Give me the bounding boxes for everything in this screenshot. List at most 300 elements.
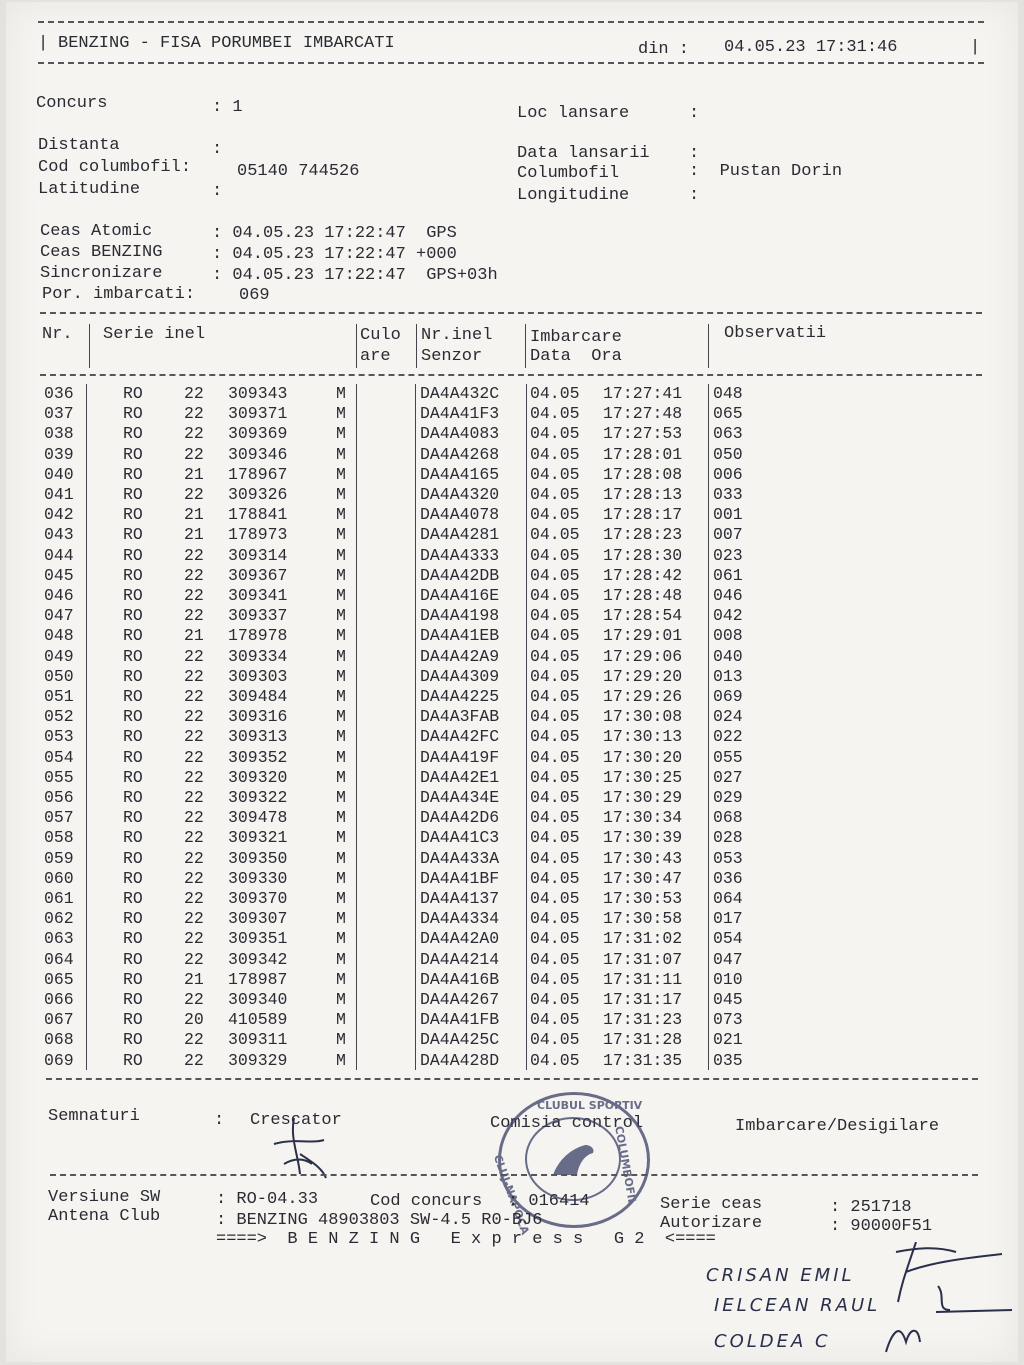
cell-sex: M <box>336 525 346 545</box>
cell-year: 21 <box>184 626 204 646</box>
cell-sex: M <box>336 909 346 929</box>
cell-nr: 058 <box>44 828 74 848</box>
cell-nr: 044 <box>44 545 74 565</box>
pigeon-emblem-icon <box>545 1135 601 1185</box>
cell-date: 04.05 <box>530 586 580 605</box>
cell-date: 04.05 <box>530 949 580 969</box>
cell-date: 04.05 <box>530 464 580 484</box>
latitudine-label: Latitudine <box>38 180 141 199</box>
cell-obs: 048 <box>713 384 743 403</box>
cell-serial: 309371 <box>228 404 288 424</box>
cell-time: 17:29:06 <box>603 646 683 666</box>
table-row <box>6 626 1018 646</box>
cell-sex: M <box>336 1050 346 1070</box>
ceas-benzing-label: Ceas BENZING <box>40 243 163 262</box>
cell-year: 20 <box>184 1010 204 1030</box>
cell-country: RO <box>123 444 143 464</box>
cell-year: 22 <box>184 1050 204 1070</box>
cell-serial: 309370 <box>228 889 288 908</box>
cell-obs: 001 <box>713 505 743 525</box>
cell-date: 04.05 <box>530 707 580 727</box>
cell-serial: 309350 <box>228 848 288 868</box>
footer-top-rule <box>50 1174 978 1176</box>
cell-sex: M <box>336 727 346 747</box>
cell-country: RO <box>123 586 143 605</box>
cell-obs: 042 <box>713 606 743 626</box>
cell-year: 21 <box>184 505 204 525</box>
header-datetime: 04.05.23 17:31:46 <box>724 38 898 57</box>
cell-sex: M <box>336 949 346 969</box>
cell-sex: M <box>336 666 346 686</box>
cell-sex: M <box>336 444 346 464</box>
cell-year: 21 <box>184 464 204 484</box>
cell-serial: 309329 <box>228 1050 288 1070</box>
cell-country: RO <box>123 687 143 706</box>
table-row <box>6 465 1018 485</box>
cell-nr: 063 <box>44 929 74 949</box>
cell-date: 04.05 <box>530 1010 580 1030</box>
cell-sensor: DA4A434E <box>420 788 500 807</box>
cell-sex: M <box>336 969 346 989</box>
cell-year: 22 <box>184 929 204 949</box>
cell-sensor: DA4A4078 <box>420 505 500 525</box>
cell-nr: 053 <box>44 727 74 747</box>
cell-sensor: DA4A4165 <box>420 464 500 484</box>
cell-obs: 035 <box>713 1050 743 1070</box>
cell-nr: 043 <box>44 525 74 545</box>
cell-time: 17:30:58 <box>603 909 683 929</box>
cell-country: RO <box>123 929 143 949</box>
cell-nr: 046 <box>44 586 74 605</box>
data-lansarii-label: Data lansarii <box>517 144 650 163</box>
cell-country: RO <box>123 1030 143 1050</box>
header-divider <box>89 324 90 368</box>
cell-sensor: DA4A425C <box>420 1030 500 1050</box>
cell-year: 22 <box>184 687 204 706</box>
cell-country: RO <box>123 788 143 807</box>
cell-time: 17:28:01 <box>603 444 683 464</box>
cell-country: RO <box>123 626 143 646</box>
cell-nr: 040 <box>44 464 74 484</box>
cell-nr: 064 <box>44 949 74 969</box>
cell-sensor: DA4A41FB <box>420 1010 500 1030</box>
cell-sex: M <box>336 767 346 787</box>
cell-country: RO <box>123 485 143 504</box>
handwritten-name-1: CRISAN EMIL <box>706 1265 855 1286</box>
cell-sensor: DA4A4267 <box>420 990 500 1009</box>
cell-sensor: DA4A41F3 <box>420 404 500 424</box>
cell-date: 04.05 <box>530 767 580 787</box>
table-row <box>6 849 1018 869</box>
cell-obs: 013 <box>713 666 743 686</box>
cell-serial: 178973 <box>228 525 288 545</box>
por-imbarcati-label: Por. imbarcati: <box>42 285 196 304</box>
cell-obs: 024 <box>713 707 743 727</box>
cell-obs: 010 <box>713 969 743 989</box>
cell-country: RO <box>123 565 143 585</box>
cell-time: 17:31:11 <box>603 969 683 989</box>
table-row <box>6 606 1018 626</box>
cell-date: 04.05 <box>530 969 580 989</box>
cell-time: 17:27:53 <box>603 424 683 444</box>
header-title: BENZING - FISA PORUMBEI IMBARCATI <box>58 34 395 53</box>
cell-serial: 309322 <box>228 788 288 807</box>
cell-serial: 309343 <box>228 384 288 403</box>
cell-sex: M <box>336 646 346 666</box>
cell-sensor: DA4A416B <box>420 969 500 989</box>
cell-date: 04.05 <box>530 545 580 565</box>
cell-time: 17:31:23 <box>603 1010 683 1030</box>
cell-obs: 046 <box>713 586 743 605</box>
columbofil-label: Columbofil <box>517 164 620 183</box>
cell-sensor: DA4A419F <box>420 747 500 767</box>
cell-year: 22 <box>184 868 204 888</box>
handwritten-name-3: COLDEA C <box>714 1331 831 1352</box>
cell-obs: 028 <box>713 828 743 848</box>
header-right-bar: | <box>970 38 981 57</box>
cell-nr: 050 <box>44 666 74 686</box>
cell-year: 21 <box>184 525 204 545</box>
cell-time: 17:29:20 <box>603 666 683 686</box>
table-row <box>6 687 1018 707</box>
cell-year: 22 <box>184 545 204 565</box>
cell-country: RO <box>123 949 143 969</box>
ceas-benzing-value: : 04.05.23 17:22:47 +000 <box>212 245 457 264</box>
latitudine-value: : <box>212 182 223 201</box>
cell-sex: M <box>336 808 346 828</box>
cell-year: 22 <box>184 565 204 585</box>
cell-country: RO <box>123 525 143 545</box>
cell-obs: 021 <box>713 1030 743 1050</box>
cell-time: 17:30:39 <box>603 828 683 848</box>
cell-date: 04.05 <box>530 727 580 747</box>
cell-sex: M <box>336 868 346 888</box>
cell-sensor: DA4A42A0 <box>420 929 500 949</box>
cell-sex: M <box>336 626 346 646</box>
cell-sensor: DA4A42FC <box>420 727 500 747</box>
stamp-top-text: CLUBUL SPORTIV <box>537 1099 643 1112</box>
cell-serial: 309337 <box>228 606 288 626</box>
cell-time: 17:28:42 <box>603 565 683 585</box>
cell-nr: 065 <box>44 969 74 989</box>
cell-time: 17:30:08 <box>603 707 683 727</box>
col-header-nrinel: Nr.inel <box>421 326 493 345</box>
cell-serial: 309316 <box>228 707 288 727</box>
cell-date: 04.05 <box>530 990 580 1009</box>
cell-year: 22 <box>184 707 204 727</box>
cell-serial: 309330 <box>228 868 288 888</box>
columbofil-value: : Pustan Dorin <box>689 162 843 181</box>
header-din-label: din : <box>638 40 690 59</box>
cell-country: RO <box>123 808 143 828</box>
cell-sex: M <box>336 424 346 444</box>
cell-nr: 057 <box>44 808 74 828</box>
cell-date: 04.05 <box>530 747 580 767</box>
serie-ceas-value: : 251718 <box>830 1198 912 1217</box>
cell-date: 04.05 <box>530 1050 580 1070</box>
cell-date: 04.05 <box>530 404 580 424</box>
cell-sensor: DA4A4268 <box>420 444 500 464</box>
header-left-bar: | <box>38 34 49 53</box>
cell-country: RO <box>123 747 143 767</box>
serie-ceas-label: Serie ceas <box>660 1195 763 1214</box>
cell-date: 04.05 <box>530 666 580 686</box>
cell-sex: M <box>336 1030 346 1050</box>
cell-year: 22 <box>184 767 204 787</box>
cell-nr: 042 <box>44 505 74 525</box>
cell-obs: 054 <box>713 929 743 949</box>
cell-sex: M <box>336 1010 346 1030</box>
cell-time: 17:28:54 <box>603 606 683 626</box>
cell-time: 17:30:47 <box>603 868 683 888</box>
cell-time: 17:28:08 <box>603 464 683 484</box>
cell-year: 22 <box>184 646 204 666</box>
cell-year: 22 <box>184 424 204 444</box>
distanta-label: Distanta <box>38 136 120 155</box>
table-row <box>6 889 1018 909</box>
table-row <box>6 647 1018 667</box>
table-row <box>6 586 1018 606</box>
cell-nr: 060 <box>44 868 74 888</box>
table-row <box>6 384 1018 404</box>
cell-sensor: DA4A4198 <box>420 606 500 626</box>
data-lansarii-value: : <box>689 144 700 163</box>
cell-time: 17:30:53 <box>603 889 683 908</box>
cell-date: 04.05 <box>530 929 580 949</box>
table-row <box>6 707 1018 727</box>
cell-year: 22 <box>184 848 204 868</box>
imbarcare-desigilare-label: Imbarcare/Desigilare <box>735 1117 940 1136</box>
sincronizare-value: : 04.05.23 17:22:47 GPS+03h <box>212 266 498 285</box>
stamp-right-text: COLUMBOFIL <box>612 1125 639 1207</box>
cell-obs: 006 <box>713 464 743 484</box>
cell-time: 17:27:48 <box>603 404 683 424</box>
cell-obs: 047 <box>713 949 743 969</box>
cell-serial: 178987 <box>228 969 288 989</box>
cell-obs: 033 <box>713 485 743 504</box>
table-row <box>6 828 1018 848</box>
cell-country: RO <box>123 1010 143 1030</box>
cell-obs: 064 <box>713 889 743 908</box>
cell-sex: M <box>336 889 346 908</box>
express-line: ====> B E N Z I N G E x p r e s s G 2 <==== <box>216 1230 716 1249</box>
cell-nr: 066 <box>44 990 74 1009</box>
cell-time: 17:30:34 <box>603 808 683 828</box>
antena-value: : BENZING 48903803 SW-4.5 R0-BJ6 <box>216 1211 543 1230</box>
cell-country: RO <box>123 1050 143 1070</box>
cell-country: RO <box>123 384 143 403</box>
cell-date: 04.05 <box>530 868 580 888</box>
cell-sensor: DA4A41EB <box>420 626 500 646</box>
handwritten-signatures <box>876 1242 1016 1360</box>
cell-obs: 027 <box>713 767 743 787</box>
cell-date: 04.05 <box>530 525 580 545</box>
table-row <box>6 1010 1018 1030</box>
cell-sex: M <box>336 929 346 949</box>
cell-country: RO <box>123 666 143 686</box>
cell-obs: 007 <box>713 525 743 545</box>
cell-nr: 045 <box>44 565 74 585</box>
cell-serial: 309321 <box>228 828 288 848</box>
cell-date: 04.05 <box>530 848 580 868</box>
cell-date: 04.05 <box>530 505 580 525</box>
cell-obs: 069 <box>713 687 743 706</box>
cell-nr: 036 <box>44 384 74 403</box>
cell-nr: 037 <box>44 404 74 424</box>
concurs-value: : 1 <box>212 98 243 117</box>
table-row <box>6 404 1018 424</box>
cell-year: 22 <box>184 485 204 504</box>
autorizare-value: : 90000F51 <box>830 1217 933 1236</box>
cell-obs: 063 <box>713 424 743 444</box>
cell-year: 22 <box>184 606 204 626</box>
cell-obs: 061 <box>713 565 743 585</box>
col-header-nr: Nr. <box>42 325 73 344</box>
cell-sensor: DA4A4281 <box>420 525 500 545</box>
cell-nr: 055 <box>44 767 74 787</box>
cell-serial: 309478 <box>228 808 288 828</box>
cell-sex: M <box>336 545 346 565</box>
versiune-value: : RO-04.33 <box>216 1190 319 1209</box>
col-header-culo: Culo <box>360 326 401 345</box>
col-header-culoare: are <box>360 347 391 366</box>
table-bottom-rule <box>46 1078 978 1080</box>
cell-time: 17:28:17 <box>603 505 683 525</box>
cell-nr: 056 <box>44 788 74 807</box>
cell-sensor: DA4A4333 <box>420 545 500 565</box>
cod-concurs-label: Cod concurs <box>370 1192 483 1211</box>
crescator-label: Crescator <box>250 1111 342 1130</box>
loc-lansare-value: : <box>689 104 700 123</box>
cell-time: 17:28:13 <box>603 485 683 504</box>
cell-country: RO <box>123 828 143 848</box>
cell-serial: 309307 <box>228 909 288 929</box>
cell-sensor: DA4A4320 <box>420 485 500 504</box>
table-row <box>6 788 1018 808</box>
cell-serial: 309334 <box>228 646 288 666</box>
cell-country: RO <box>123 969 143 989</box>
cell-serial: 410589 <box>228 1010 288 1030</box>
comisia-control-label: Comisia control <box>490 1114 644 1133</box>
antena-label: Antena Club <box>48 1207 161 1226</box>
cell-year: 22 <box>184 666 204 686</box>
cod-columbofil-label: Cod columbofil: <box>38 158 192 177</box>
cell-country: RO <box>123 646 143 666</box>
versiune-label: Versiune SW <box>48 1188 161 1207</box>
cell-sensor: DA4A4334 <box>420 909 500 929</box>
cell-time: 17:31:28 <box>603 1030 683 1050</box>
cell-country: RO <box>123 727 143 747</box>
header-bottom-rule <box>38 62 984 64</box>
table-row <box>6 727 1018 747</box>
table-row <box>6 485 1018 505</box>
cell-year: 22 <box>184 1030 204 1050</box>
cell-obs: 023 <box>713 545 743 565</box>
cell-sensor: DA4A428D <box>420 1050 500 1070</box>
cell-serial: 309369 <box>228 424 288 444</box>
cell-serial: 309314 <box>228 545 288 565</box>
cell-nr: 062 <box>44 909 74 929</box>
cell-obs: 073 <box>713 1010 743 1030</box>
por-imbarcati-value: 069 <box>239 286 270 305</box>
cell-year: 22 <box>184 808 204 828</box>
cell-time: 17:30:13 <box>603 727 683 747</box>
cell-sex: M <box>336 464 346 484</box>
cell-sensor: DA4A4225 <box>420 687 500 706</box>
cell-sensor: DA4A4309 <box>420 666 500 686</box>
cell-time: 17:30:43 <box>603 848 683 868</box>
cell-sensor: DA4A4214 <box>420 949 500 969</box>
cell-nr: 068 <box>44 1030 74 1050</box>
cell-obs: 055 <box>713 747 743 767</box>
longitudine-label: Longitudine <box>517 186 630 205</box>
cell-time: 17:28:48 <box>603 586 683 605</box>
table-row <box>6 950 1018 970</box>
table-row <box>6 667 1018 687</box>
cell-serial: 309367 <box>228 565 288 585</box>
cell-sex: M <box>336 707 346 727</box>
cell-nr: 052 <box>44 707 74 727</box>
stamp-left-text: CLUJ-NAPOCA <box>490 1153 532 1237</box>
cell-obs: 045 <box>713 990 743 1009</box>
cell-obs: 022 <box>713 727 743 747</box>
cell-sex: M <box>336 404 346 424</box>
sincronizare-label: Sincronizare <box>40 264 163 283</box>
cell-country: RO <box>123 868 143 888</box>
cell-sex: M <box>336 384 346 403</box>
cell-year: 22 <box>184 747 204 767</box>
cell-nr: 054 <box>44 747 74 767</box>
cell-serial: 309352 <box>228 747 288 767</box>
cell-obs: 029 <box>713 788 743 807</box>
cell-year: 22 <box>184 788 204 807</box>
cell-sex: M <box>336 485 346 504</box>
cell-sex: M <box>336 606 346 626</box>
header-divider <box>416 324 417 368</box>
col-header-senzor: Senzor <box>421 347 483 366</box>
autorizare-label: Autorizare <box>660 1214 763 1233</box>
cell-sensor: DA4A4083 <box>420 424 500 444</box>
cell-serial: 309311 <box>228 1030 288 1050</box>
cell-obs: 040 <box>713 646 743 666</box>
table-row <box>6 1051 1018 1071</box>
cell-time: 17:30:25 <box>603 767 683 787</box>
cell-sensor: DA4A42E1 <box>420 767 500 787</box>
cell-sensor: DA4A433A <box>420 848 500 868</box>
cell-year: 22 <box>184 444 204 464</box>
cell-time: 17:31:07 <box>603 949 683 969</box>
cell-country: RO <box>123 889 143 908</box>
cell-country: RO <box>123 404 143 424</box>
cell-time: 17:31:17 <box>603 990 683 1009</box>
cell-time: 17:29:26 <box>603 687 683 706</box>
header-divider <box>525 324 526 368</box>
distanta-value: : <box>212 140 223 159</box>
cell-country: RO <box>123 707 143 727</box>
header-top-rule <box>38 21 984 23</box>
cell-serial: 178841 <box>228 505 288 525</box>
cell-country: RO <box>123 505 143 525</box>
cell-nr: 049 <box>44 646 74 666</box>
cell-date: 04.05 <box>530 384 580 403</box>
cell-year: 22 <box>184 404 204 424</box>
cell-nr: 067 <box>44 1010 74 1030</box>
handwritten-name-2: IELCEAN RAUL <box>714 1295 881 1316</box>
cell-country: RO <box>123 545 143 565</box>
longitudine-value: : <box>689 186 700 205</box>
table-row <box>6 566 1018 586</box>
document-sheet <box>6 2 1018 1362</box>
